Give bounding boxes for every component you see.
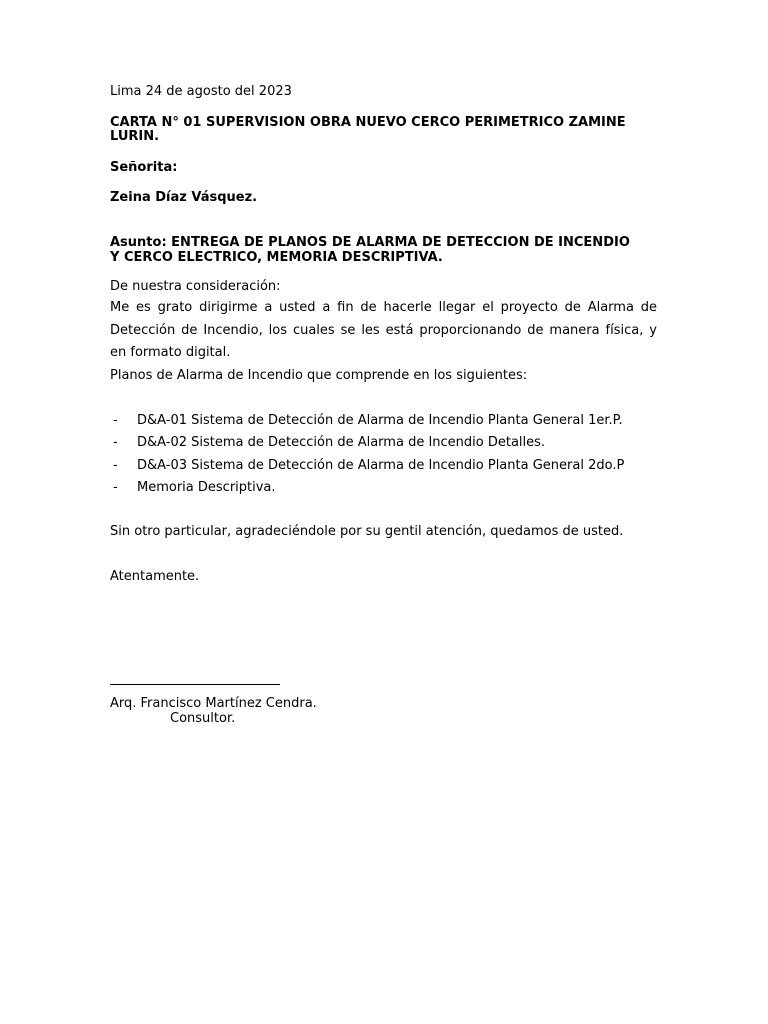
closing: Atentamente. [110, 569, 200, 584]
signer-role: Consultor. [170, 711, 236, 726]
list-item [113, 458, 624, 473]
bullet-dash: - [113, 413, 118, 428]
bullet-dash: - [113, 435, 118, 450]
greeting: De nuestra consideración: [110, 279, 281, 294]
bullet-dash: - [113, 480, 118, 495]
body-line-2: Detección de Incendio, los cuales se les está proporcionando de manera física, y [110, 322, 657, 338]
list-item-text: D&A-02 Sistema de Detección de Alarma de Incendio Detalles. [137, 435, 546, 450]
subject-line-1: Asunto: ENTREGA DE PLANOS DE ALARMA DE DETECCION DE INCENDIO [110, 235, 630, 250]
list-item-text: D&A-03 Sistema de Detección de Alarma de Incendio Planta General 2do.P [137, 458, 625, 473]
signer-name: Arq. Francisco Martínez Cendra. [110, 696, 317, 711]
list-item [113, 480, 276, 495]
reference-line-1: CARTA N° 01 SUPERVISION OBRA NUEVO CERCO PERIMETRICO ZAMINE [110, 115, 626, 130]
body-line-1: Me es grato dirigirme a usted a fin de hacerle llegar el proyecto de Alarma de [110, 300, 657, 315]
closing-sentence: Sin otro particular, agradeciéndole por su gentil atención, quedamos de usted. [110, 524, 624, 539]
list-item-text: Memoria Descriptiva. [137, 480, 276, 495]
bullet-dash: - [113, 458, 118, 473]
body-line-3: en formato digital. [110, 345, 231, 360]
letter-date: Lima 24 de agosto del 2023 [110, 84, 292, 99]
list-item [113, 413, 623, 428]
list-item [113, 435, 545, 450]
body-paragraph [110, 297, 657, 365]
subject-line-2: Y CERCO ELECTRICO, MEMORIA DESCRIPTIVA. [110, 250, 443, 265]
list-intro: Planos de Alarma de Incendio que comprende en los siguientes: [110, 368, 528, 383]
recipient-name: Zeina Díaz Vásquez. [110, 190, 258, 205]
reference-line-2: LURIN. [110, 129, 160, 144]
salutation-title: Señorita: [110, 160, 178, 175]
list-item-text: D&A-01 Sistema de Detección de Alarma de Incendio Planta General 1er.P. [137, 413, 623, 428]
signature-line [110, 684, 280, 685]
